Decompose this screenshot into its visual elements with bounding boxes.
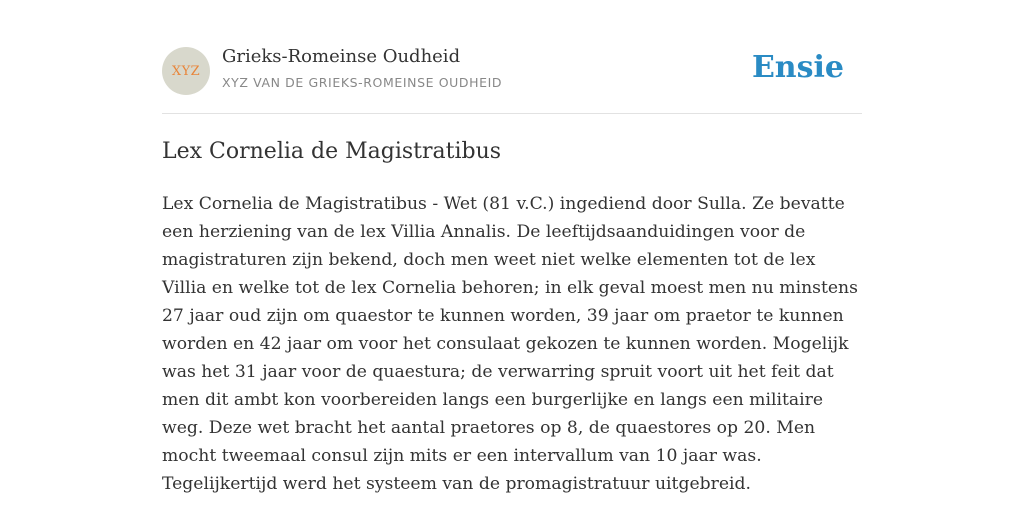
- ensie-logo[interactable]: Ensie: [751, 50, 844, 85]
- source-avatar[interactable]: [162, 47, 210, 95]
- entry-title: Lex Cornelia de Magistratibus: [162, 139, 502, 164]
- source-title[interactable]: Grieks-Romeinse Oudheid: [222, 46, 461, 67]
- source-subtitle: XYZ VAN DE GRIEKS-ROMEINSE OUDHEID: [222, 75, 503, 90]
- page-content: [162, 0, 862, 494]
- entry-body: Lex Cornelia de Magistratibus - Wet (81 v.C.) ingediend door Sulla. Ze bevatte een herziening van de lex Villia Annalis. De leeftijdsaanduidingen voor de magistraturen zijn bekend, doch men weet niet welke elementen tot de lex Villia en welke tot de lex Cornelia behoren; in elk geval moest men nu minstens 27 jaar oud zijn om quaestor te kunnen worden, 39 jaar om praetor te kunnen worden en 42 jaar om voor het consulaat gekozen te kunnen worden. Mogelijk was het 31 jaar voor de quaestura; de verwarring spruit voort uit het feit dat men dit ambt kon voorbereiden langs een burgerlijke en langs een militaire weg. Deze wet bracht het aantal praetores op 8, de quaestores op 20. Men mocht tweemaal consul zijn mits er een intervallum van 10 jaar was. Tegelijkertijd werd het systeem van de promagistratuur uitgebreid.: [162, 194, 858, 494]
- avatar-text: XYZ: [171, 63, 201, 79]
- source-header: [162, 0, 862, 114]
